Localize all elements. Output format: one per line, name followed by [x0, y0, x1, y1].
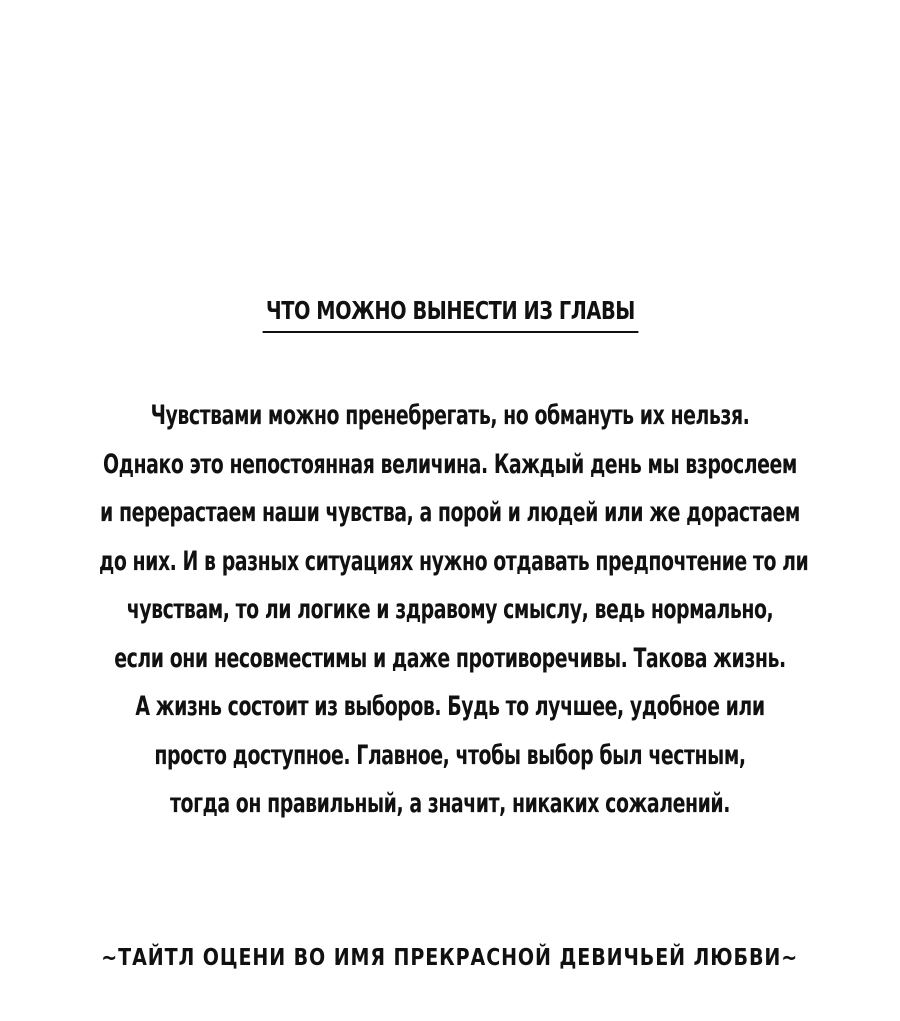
paragraph-line-8: просто доступное. Главное, чтобы выбор был честным,	[154, 739, 746, 771]
title-credit: ~ТАЙТЛ ОЦЕНИ ВО ИМЯ ПРЕКРАСНОЙ ДЕВИЧЬЕЙ ЛЮБВИ~	[101, 945, 799, 971]
chapter-takeaway-heading: ЧТО МОЖНО ВЫНЕСТИ ИЗ ГЛАВЫ	[262, 296, 638, 333]
paragraph-line-5: чувствам, то ли логике и здравому смыслу, ведь нормально,	[126, 594, 774, 625]
paragraph-line-9: тогда он правильный, а значит, никаких сожалений.	[170, 788, 730, 819]
paragraph-line-4: до них. И в разных ситуациях нужно отдавать предпочтение то ли	[99, 545, 809, 577]
paragraph-line-6: если они несовместимы и даже противоречивы. Такова жизнь.	[114, 642, 786, 674]
paragraph-line-1: Чувствами можно пренебрегать, но обмануть их нельзя.	[150, 400, 750, 431]
takeaway-paragraph	[0, 392, 900, 829]
chapter-takeaway-heading-block	[0, 296, 900, 333]
title-credit-block	[0, 945, 900, 971]
paragraph-line-7: А жизнь состоит из выборов. Будь то лучшее, удобное или	[135, 691, 765, 722]
paragraph-line-3: и перерастаем наши чувства, а порой и людей или же дорастаем	[100, 497, 800, 528]
paragraph-line-2: Однако это непостоянная величина. Каждый день мы взрослеем	[103, 448, 797, 480]
